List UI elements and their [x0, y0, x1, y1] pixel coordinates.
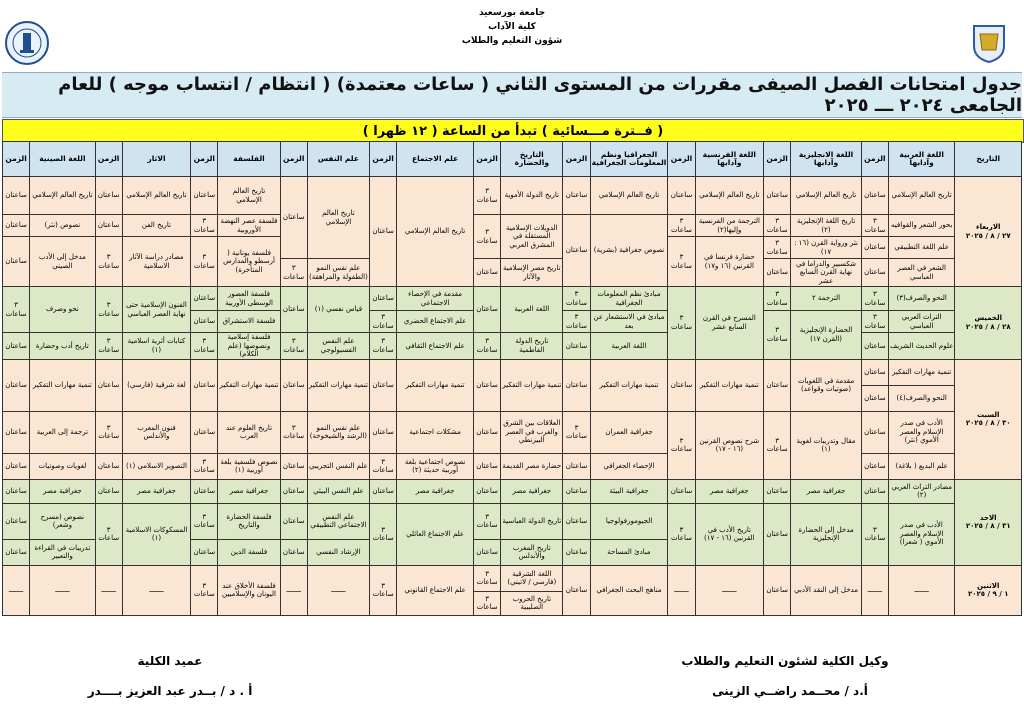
day-date: ٣٠ / ٨ / ٢٠٢٥: [965, 419, 1011, 427]
time-cell: ساعتان: [3, 479, 30, 503]
time-cell: ٣ ساعات: [370, 311, 397, 333]
time-cell: ٣ ساعات: [370, 453, 397, 479]
university-name: جامعة بورسعيد: [478, 8, 546, 18]
time-cell: ساعتان: [95, 215, 122, 237]
header-row: [3, 142, 1022, 177]
table-cell: نصوص فلسفية بلغة أوربية (١): [218, 453, 280, 479]
table-cell: تاريخ الفن: [122, 215, 191, 237]
table-cell: جغرافية مصر: [695, 479, 764, 503]
col-french: اللغة الفرنسية وآدابها: [695, 142, 764, 177]
table-row: [3, 287, 1022, 311]
table-cell: علم البديع ( بلاغة): [888, 453, 955, 479]
table-cell: تنمية مهارات التفكير: [30, 359, 96, 411]
table-cell: فلسفة إسلامية ونصوصها (علم الكلام): [218, 333, 280, 360]
table-cell: تنمية مهارات التفكير: [307, 359, 369, 411]
time-cell: ساعتان: [764, 259, 791, 287]
time-cell: ساعتان: [370, 177, 397, 287]
time-cell: ساعتان: [3, 215, 30, 237]
table-cell: جغرافية مصر: [218, 479, 280, 503]
col-time: الزمن: [3, 142, 30, 177]
time-cell: ساعتان: [3, 503, 30, 539]
time-cell: ٣ ساعات: [764, 287, 791, 311]
table-cell: الجيومورفولوجيا: [590, 503, 668, 539]
time-cell: ٣ ساعات: [861, 215, 888, 237]
time-cell: ساعتان: [668, 177, 695, 215]
time-cell: ساعتان: [563, 215, 590, 287]
table-cell: اللغة الشرقية (فارسي / لاتيني): [501, 565, 563, 591]
time-cell: ساعتان: [3, 333, 30, 360]
table-cell: علم الاجتماع العائلي: [397, 503, 474, 565]
time-cell: ساعتان: [474, 479, 501, 503]
table-cell: تاريخ الدولة الفاطمية: [501, 333, 563, 360]
time-cell: ساعتان: [370, 479, 397, 503]
time-cell: ساعتان: [191, 359, 218, 411]
time-cell: ٣ ساعات: [668, 215, 695, 237]
day-cell-monday: [955, 565, 1022, 615]
time-cell: ساعتان: [861, 177, 888, 215]
time-cell: ٣ ساعات: [370, 565, 397, 615]
table-cell: شكسبير والدراما في نهاية القرن السابع عشر: [791, 259, 862, 287]
day-date: ١ / ٩ / ٢٠٢٥: [967, 590, 1009, 598]
table-cell: فلسفة الدين: [218, 539, 280, 565]
table-cell: لغة شرقية (فارسي): [122, 359, 191, 411]
day-cell-sunday: [955, 479, 1022, 565]
table-cell: تاريخ الدولة الأموية: [501, 177, 563, 215]
time-cell: ساعتان: [861, 237, 888, 259]
table-cell: تاريخ الأدب في القرنين (١٦ - ١٧): [695, 503, 764, 565]
table-cell: مبادئ في الاستشعار عن بعد: [590, 311, 668, 333]
day-name: الاحد: [979, 513, 997, 522]
time-cell: ساعتان: [474, 453, 501, 479]
table-cell: تاريخ العالم الإسلامي: [30, 177, 96, 215]
table-cell: تنمية مهارات التفكير: [888, 359, 955, 385]
table-cell: الإرشاد النفسي: [307, 539, 369, 565]
col-chinese: اللغة الصينية: [30, 142, 96, 177]
time-cell: ساعتان: [474, 539, 501, 565]
page-title: جدول امتحانات الفصل الصيفى مقررات من المستوى الثاني ( ساعات معتمدة) ( انتظام / انتساب موجه ) للعام الجامعى ٢٠٢٤ ـــ ٢٠٢٥: [2, 72, 1022, 118]
table-cell: تاريخ اللغة الإنجليزية (٢): [791, 215, 862, 237]
time-cell: ٣ ساعات: [95, 503, 122, 565]
faculty-logo: [4, 20, 50, 66]
table-cell: الترجمة من الفرنسية وإليها(٢): [695, 215, 764, 237]
session-subtitle: ( فــترة مـــسائية ) تبدأ من الساعة ( ١٢ ظهرا ): [2, 119, 1024, 143]
time-cell: ٣ ساعات: [191, 333, 218, 360]
table-cell: تاريخ العلوم عند العرب: [218, 411, 280, 453]
day-cell-saturday: [955, 359, 1022, 479]
vice-dean-name: أ.د / محــمد راضــي الزينى: [712, 684, 868, 698]
time-cell: ٣ ساعات: [95, 333, 122, 360]
table-cell: كتابات أثرية اسلامية (١): [122, 333, 191, 360]
table-cell: فلسفة الأخلاق عند اليونان والإسلاميين: [218, 565, 280, 615]
time-cell: ٣ ساعات: [764, 411, 791, 479]
col-time: الزمن: [280, 142, 307, 177]
table-cell: الفنون الإسلامية حتى نهاية العصر العباسي: [122, 287, 191, 333]
table-cell: الأدب في صدر الإسلام والعصر الأموي ( شعرا): [888, 503, 955, 565]
time-cell: ساعتان: [563, 565, 590, 615]
table-row: [3, 503, 1022, 539]
time-cell: ٣ ساعات: [474, 215, 501, 259]
table-cell: فلسفة العصور الوسطى الأوربية: [218, 287, 280, 311]
table-cell: تاريخ المغرب والأندلس: [501, 539, 563, 565]
table-cell: النحو والصرف(٣): [888, 287, 955, 311]
time-cell: ساعتان: [191, 287, 218, 311]
table-cell: تنمية مهارات التفكير: [501, 359, 563, 411]
table-cell: تاريخ العالم الإسلامي: [307, 177, 369, 259]
time-cell: ساعتان: [3, 539, 30, 565]
day-name: الاثنين: [977, 581, 1000, 590]
table-cell: ترجمة إلى العربية: [30, 411, 96, 453]
table-cell: تاريخ العالم الإسلامي: [590, 177, 668, 215]
university-logo: [970, 22, 1008, 64]
time-cell: ساعتان: [3, 411, 30, 453]
time-cell: ساعتان: [370, 411, 397, 453]
table-cell: علم نفس النمو (الرشد والشيخوخة): [307, 411, 369, 453]
table-cell: التراث العربي العباسي: [888, 311, 955, 333]
table-cell: مناهج البحث الجغرافي: [590, 565, 668, 615]
time-cell: ساعتان: [668, 479, 695, 503]
table-cell: شرح نصوص القرنين (١٦ - ١٧): [695, 411, 764, 479]
time-cell: ساعتان: [95, 453, 122, 479]
table-cell: ـــــــ: [122, 565, 191, 615]
table-cell: مصادر دراسة الآثار الاسلامية: [122, 237, 191, 287]
time-cell: ٣ ساعات: [474, 591, 501, 615]
table-cell: تنمية مهارات التفكير: [397, 359, 474, 411]
table-cell: تنمية مهارات التفكير: [218, 359, 280, 411]
time-cell: ٣ ساعات: [474, 333, 501, 360]
table-cell: مقدمة في الإحصاء الاجتماعي: [397, 287, 474, 311]
time-cell: ساعتان: [280, 287, 307, 333]
time-cell: ٣ ساعات: [474, 565, 501, 591]
time-cell: ٣ ساعات: [280, 411, 307, 453]
table-cell: جغرافية مصر: [122, 479, 191, 503]
table-row: [3, 453, 1022, 479]
table-cell: ـــــــ: [695, 565, 764, 615]
time-cell: ساعتان: [563, 177, 590, 215]
time-cell: ٣ ساعات: [191, 503, 218, 539]
table-cell: الدويلات الإسلامية المستقلة في المشرق العربي: [501, 215, 563, 259]
time-cell: ساعتان: [764, 565, 791, 615]
time-cell: ساعتان: [563, 479, 590, 503]
time-cell: ـــــــ: [95, 565, 122, 615]
day-cell-thursday: [955, 287, 1022, 360]
time-cell: ساعتان: [280, 359, 307, 411]
table-cell: مشكلات اجتماعية: [397, 411, 474, 453]
table-cell: علم النفس الاجتماعي التطبيقي: [307, 503, 369, 539]
table-cell: مدخل إلى النقد الأدبي: [791, 565, 862, 615]
time-cell: ساعتان: [474, 287, 501, 333]
col-time: الزمن: [191, 142, 218, 177]
table-cell: مدخل إلى الحضارة الإنجليزية: [791, 503, 862, 565]
day-date: ٣١ / ٨ / ٢٠٢٥: [965, 522, 1011, 530]
table-cell: علم الاجتماع الحضري: [397, 311, 474, 333]
table-row: [3, 565, 1022, 591]
table-cell: نحو وصرف: [30, 287, 96, 333]
table-cell: العلاقات بين الشرق والغرب في العصر البيزنطي: [501, 411, 563, 453]
time-cell: ساعتان: [668, 359, 695, 411]
department-name: شؤون التعليم والطلاب: [461, 36, 563, 46]
time-cell: ساعتان: [3, 237, 30, 287]
table-cell: حضارة مصر القديمة: [501, 453, 563, 479]
time-cell: ساعتان: [191, 177, 218, 215]
table-cell: مصادر التراث العربي (٢): [888, 479, 955, 503]
col-philosophy: الفلسفة: [218, 142, 280, 177]
table-row: [3, 333, 1022, 360]
time-cell: ٣ ساعات: [861, 287, 888, 311]
table-cell: تاريخ مصر الإسلامية والآثار: [501, 259, 563, 287]
table-cell: تاريخ الحروب الصليبية: [501, 591, 563, 615]
table-cell: ـــــــ: [307, 565, 369, 615]
time-cell: ٣ ساعات: [861, 311, 888, 333]
table-cell: علم الاجتماع القانوني: [397, 565, 474, 615]
table-cell: تاريخ أدب وحضارة: [30, 333, 96, 360]
time-cell: ساعتان: [474, 411, 501, 453]
col-time: الزمن: [474, 142, 501, 177]
table-cell: نصوص (مسرح وشعر): [30, 503, 96, 539]
time-cell: ـــــــ: [3, 565, 30, 615]
table-row: [3, 411, 1022, 453]
time-cell: ساعتان: [861, 259, 888, 287]
time-cell: ساعتان: [95, 479, 122, 503]
table-cell: ـــــــ: [888, 565, 955, 615]
time-cell: ساعتان: [191, 479, 218, 503]
table-cell: فلسفة يونانية ( أرسطو والمدارس المتأخرة): [218, 237, 280, 287]
col-archaeology: الاثار: [122, 142, 191, 177]
table-cell: ـــــــ: [30, 565, 96, 615]
time-cell: ساعتان: [861, 359, 888, 385]
time-cell: ٣ ساعات: [370, 333, 397, 360]
table-cell: نصوص (نثر): [30, 215, 96, 237]
table-cell: فلسفة الحضارة والتاريخ: [218, 503, 280, 539]
table-cell: تنمية مهارات التفكير: [590, 359, 668, 411]
table-cell: مبادئ المساحة: [590, 539, 668, 565]
table-cell: الشعر في العصر العباسي: [888, 259, 955, 287]
time-cell: ٣ ساعات: [764, 215, 791, 237]
time-cell: ساعتان: [563, 503, 590, 539]
time-cell: ساعتان: [191, 411, 218, 453]
time-cell: ٣ ساعات: [668, 287, 695, 360]
time-cell: ساعتان: [95, 177, 122, 215]
time-cell: ساعتان: [861, 333, 888, 360]
time-cell: ساعتان: [861, 385, 888, 411]
time-cell: ساعتان: [861, 479, 888, 503]
table-cell: نثر ورواية القرن (١٦ : ١٧): [791, 237, 862, 259]
time-cell: ٣ ساعات: [191, 215, 218, 237]
table-cell: النحو والصرف(٤): [888, 385, 955, 411]
table-cell: الأدب في صدر الإسلام والعصر الأموي (نثر): [888, 411, 955, 453]
table-cell: تاريخ العالم الإسلامي: [695, 177, 764, 215]
institution-header: [412, 6, 612, 48]
time-cell: ٣ ساعات: [95, 411, 122, 453]
time-cell: ساعتان: [280, 479, 307, 503]
table-cell: قياس نفسي (١): [307, 287, 369, 333]
time-cell: ـــــــ: [668, 565, 695, 615]
time-cell: ساعتان: [861, 453, 888, 479]
time-cell: ٣ ساعات: [563, 311, 590, 333]
table-cell: علم الاجتماع الثقافي: [397, 333, 474, 360]
day-name: الخميس: [974, 314, 1002, 323]
exam-schedule-table: [2, 141, 1022, 616]
time-cell: ساعتان: [370, 359, 397, 411]
table-cell: فلسفة الاستشراق: [218, 311, 280, 333]
time-cell: ساعتان: [764, 177, 791, 215]
table-cell: علم اللغة التطبيقي: [888, 237, 955, 259]
time-cell: ٣ ساعات: [95, 287, 122, 333]
table-cell: تنمية مهارات التفكير: [695, 359, 764, 411]
col-english: اللغة الانجليزية وآدابها: [791, 142, 862, 177]
table-cell: لغويات وصوتيات: [30, 453, 96, 479]
col-time: الزمن: [563, 142, 590, 177]
time-cell: ساعتان: [764, 479, 791, 503]
table-cell: علم نفس النمو (الطفولة والمراهقة): [307, 259, 369, 287]
time-cell: ساعتان: [280, 539, 307, 565]
time-cell: ـــــــ: [280, 565, 307, 615]
table-cell: تاريخ العالم الإسلامي: [122, 177, 191, 215]
time-cell: ساعتان: [563, 333, 590, 360]
time-cell: ساعتان: [3, 453, 30, 479]
table-cell: نصوص جغرافية (بشرية): [590, 215, 668, 287]
table-row: [3, 359, 1022, 385]
time-cell: ٣ ساعات: [668, 503, 695, 565]
table-cell: المسرح في القرن السابع عشر: [695, 287, 764, 360]
time-cell: ٣ ساعات: [3, 287, 30, 333]
time-cell: ٣ ساعات: [280, 333, 307, 360]
col-time: الزمن: [764, 142, 791, 177]
time-cell: ٣ ساعات: [668, 237, 695, 287]
table-cell: مدخل إلى الأدب الصيني: [30, 237, 96, 287]
faculty-name: كلية الآداب: [488, 22, 536, 32]
table-cell: فنون المغرب والأندلس: [122, 411, 191, 453]
time-cell: ساعتان: [191, 311, 218, 333]
table-cell: نصوص اجتماعية بلغة أوربية حديثة (٢): [397, 453, 474, 479]
table-row: [3, 479, 1022, 503]
dean-title: عميد الكلية: [137, 654, 203, 668]
table-cell: حضارة فرنسا في القرنين (١٦ و١٧): [695, 237, 764, 287]
vice-dean-title: وكيل الكلية لشئون التعليم والطلاب: [681, 654, 889, 668]
col-history: التاريخ والحضارة: [501, 142, 563, 177]
table-cell: تاريخ العالم الإسلامي: [397, 177, 474, 287]
time-cell: ساعتان: [191, 539, 218, 565]
col-arabic: اللغة العربية وآدابها: [888, 142, 955, 177]
table-cell: فلسفة عصر النهضة الأوروبية: [218, 215, 280, 237]
table-cell: اللغة العربية: [501, 287, 563, 333]
time-cell: ساعتان: [3, 359, 30, 411]
time-cell: ٣ ساعات: [563, 287, 590, 311]
time-cell: ٣ ساعات: [668, 411, 695, 479]
table-cell: مبادئ نظم المعلومات الجغرافية: [590, 287, 668, 311]
time-cell: ٣ ساعات: [563, 411, 590, 453]
time-cell: ٣ ساعات: [764, 311, 791, 360]
time-cell: ٣ ساعات: [370, 503, 397, 565]
time-cell: ساعتان: [474, 359, 501, 411]
time-cell: ساعتان: [95, 359, 122, 411]
time-cell: ٣ ساعات: [280, 259, 307, 287]
time-cell: ساعتان: [474, 259, 501, 287]
table-cell: جغرافية مصر: [791, 479, 862, 503]
table-cell: بحور الشعر والقوافيه: [888, 215, 955, 237]
table-cell: مقدمة في اللغويات (صوتيات وقواعد): [791, 359, 862, 411]
table-cell: جغرافية مصر: [397, 479, 474, 503]
col-date: التاريخ: [955, 142, 1022, 177]
table-cell: علم النفس البيئي: [307, 479, 369, 503]
day-date: ٢٧ / ٨ / ٢٠٢٥: [965, 231, 1011, 240]
table-cell: التصوير الاسلامي (١): [122, 453, 191, 479]
table-cell: علوم الحديث الشريف: [888, 333, 955, 360]
table-cell: جغرافية مصر: [501, 479, 563, 503]
dean-name: أ . د / بــدر عبد العزيز بــــدر: [87, 684, 253, 698]
time-cell: ساعتان: [563, 539, 590, 565]
time-cell: ساعتان: [280, 503, 307, 539]
col-time: الزمن: [861, 142, 888, 177]
time-cell: ساعتان: [3, 177, 30, 215]
time-cell: ـــــــ: [861, 565, 888, 615]
time-cell: ٣ ساعات: [191, 237, 218, 287]
table-cell: الحضارة الإنجليزية (القرن ١٧): [791, 311, 862, 360]
time-cell: ٣ ساعات: [191, 565, 218, 615]
time-cell: ساعتان: [764, 503, 791, 565]
col-geography: الجغرافيا ونظم المعلومات الجغرافية: [590, 142, 668, 177]
table-cell: جغرافية العمران: [590, 411, 668, 453]
day-name: السبت: [977, 410, 1000, 419]
table-cell: تاريخ العالم الإسلامي: [218, 177, 280, 215]
table-row: [3, 215, 1022, 237]
table-cell: مقال وتدريبات لغوية (١): [791, 411, 862, 479]
table-cell: تدريبات في القراءة والتعبير: [30, 539, 96, 565]
table-cell: علم النفس التجريبي: [307, 453, 369, 479]
table-cell: تاريخ العالم الإسلامي: [791, 177, 862, 215]
time-cell: ٣ ساعات: [764, 237, 791, 259]
time-cell: ساعتان: [370, 287, 397, 311]
col-sociology: علم الاجتماع: [397, 142, 474, 177]
time-cell: ٣ ساعات: [95, 237, 122, 287]
table-cell: جغرافية البيئة: [590, 479, 668, 503]
time-cell: ٣ ساعات: [474, 177, 501, 215]
table-cell: علم النفس الفسيولوجي: [307, 333, 369, 360]
time-cell: ساعتان: [280, 453, 307, 479]
time-cell: ساعتان: [764, 359, 791, 411]
time-cell: ٣ ساعات: [474, 503, 501, 539]
col-psychology: علم النفس: [307, 142, 369, 177]
time-cell: ساعتان: [280, 177, 307, 259]
time-cell: ساعتان: [563, 359, 590, 411]
table-cell: تاريخ الدولة العباسية: [501, 503, 563, 539]
table-cell: جغرافية مصر: [30, 479, 96, 503]
time-cell: ٣ ساعات: [191, 453, 218, 479]
table-cell: الإحصاء الجغرافي: [590, 453, 668, 479]
day-cell-wednesday: [955, 177, 1022, 287]
day-name: الاربعاء: [976, 223, 1001, 231]
table-row: [3, 177, 1022, 215]
col-time: الزمن: [668, 142, 695, 177]
time-cell: ٣ ساعات: [861, 503, 888, 565]
col-time: الزمن: [95, 142, 122, 177]
time-cell: ساعتان: [861, 411, 888, 453]
table-cell: الترجمة ٢: [791, 287, 862, 311]
table-cell: المسكوكات الاسلامية (١): [122, 503, 191, 565]
table-cell: تاريخ العالم الإسلامي: [888, 177, 955, 215]
time-cell: ساعتان: [563, 453, 590, 479]
table-cell: اللغة العربية: [590, 333, 668, 360]
day-date: ٢٨ / ٨ / ٢٠٢٥: [965, 322, 1011, 331]
col-time: الزمن: [370, 142, 397, 177]
